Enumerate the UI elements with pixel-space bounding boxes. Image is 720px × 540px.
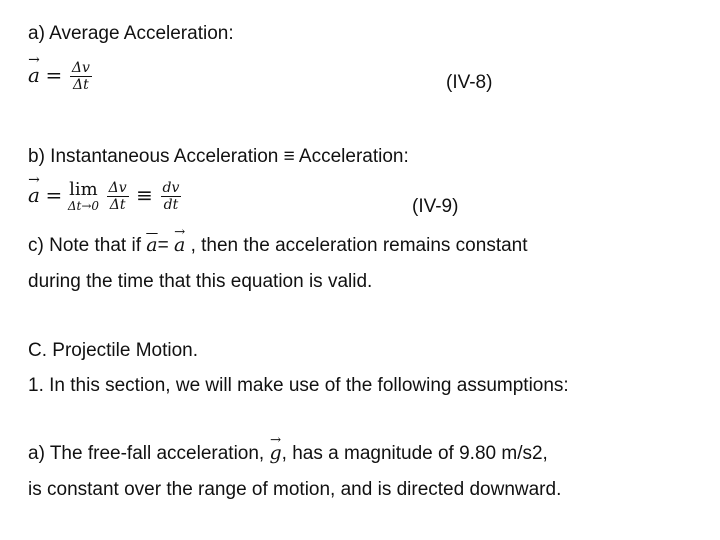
assumption-text-post: , has a magnitude of 9.80 m/s2,: [281, 443, 548, 464]
limit-operator: [67, 178, 100, 213]
assumption-line-1: [28, 444, 548, 463]
note-text-pre: c) Note that if: [28, 235, 147, 256]
equation-label-iv-8: (IV-8): [446, 72, 493, 93]
average-acceleration-formula: [28, 60, 94, 93]
delta-v-over-delta-t: [107, 180, 129, 213]
fraction-numerator: Δv: [71, 60, 90, 76]
assumption-text-pre: a) The free-fall acceleration,: [28, 443, 270, 464]
limit-subscript: Δt→0: [67, 198, 100, 213]
instantaneous-acceleration-formula: [28, 180, 183, 213]
limit-word: lim: [69, 178, 98, 200]
gravity-vector: g →: [270, 444, 282, 463]
instantaneous-acceleration-heading: b) Instantaneous Acceleration ≡ Acceleration:: [28, 146, 409, 167]
assumption-line-2: is constant over the range of motion, and is directed downward.: [28, 479, 562, 500]
delta-v-over-delta-t: [70, 60, 92, 93]
equivalence-sign: ≡: [136, 182, 153, 207]
note-equals: =: [157, 235, 174, 256]
section-title: C. Projectile Motion.: [28, 340, 199, 361]
fraction-denominator: dt: [163, 197, 179, 213]
acceleration-vector: a →: [28, 183, 40, 207]
dv-over-dt: [161, 180, 182, 213]
equals-sign: =: [45, 62, 63, 87]
fraction-numerator: dv: [162, 180, 180, 196]
acceleration-vector: a →: [174, 236, 185, 255]
fraction-denominator: Δt: [109, 197, 126, 213]
note-text-post: , then the acceleration remains constant: [185, 235, 528, 256]
list-item-1: 1. In this section, we will make use of the following assumptions:: [28, 375, 569, 396]
average-acceleration-heading: a) Average Acceleration:: [28, 23, 234, 44]
note-line-1: [28, 236, 528, 255]
note-line-2: during the time that this equation is valid.: [28, 271, 373, 292]
equation-label-iv-9: (IV-9): [412, 196, 459, 217]
fraction-denominator: Δt: [72, 77, 89, 93]
fraction-numerator: Δv: [108, 180, 127, 196]
average-acceleration-symbol: $\overline{a}$: [146, 234, 158, 256]
equals-sign: =: [45, 182, 63, 207]
acceleration-vector: a →: [28, 63, 40, 87]
